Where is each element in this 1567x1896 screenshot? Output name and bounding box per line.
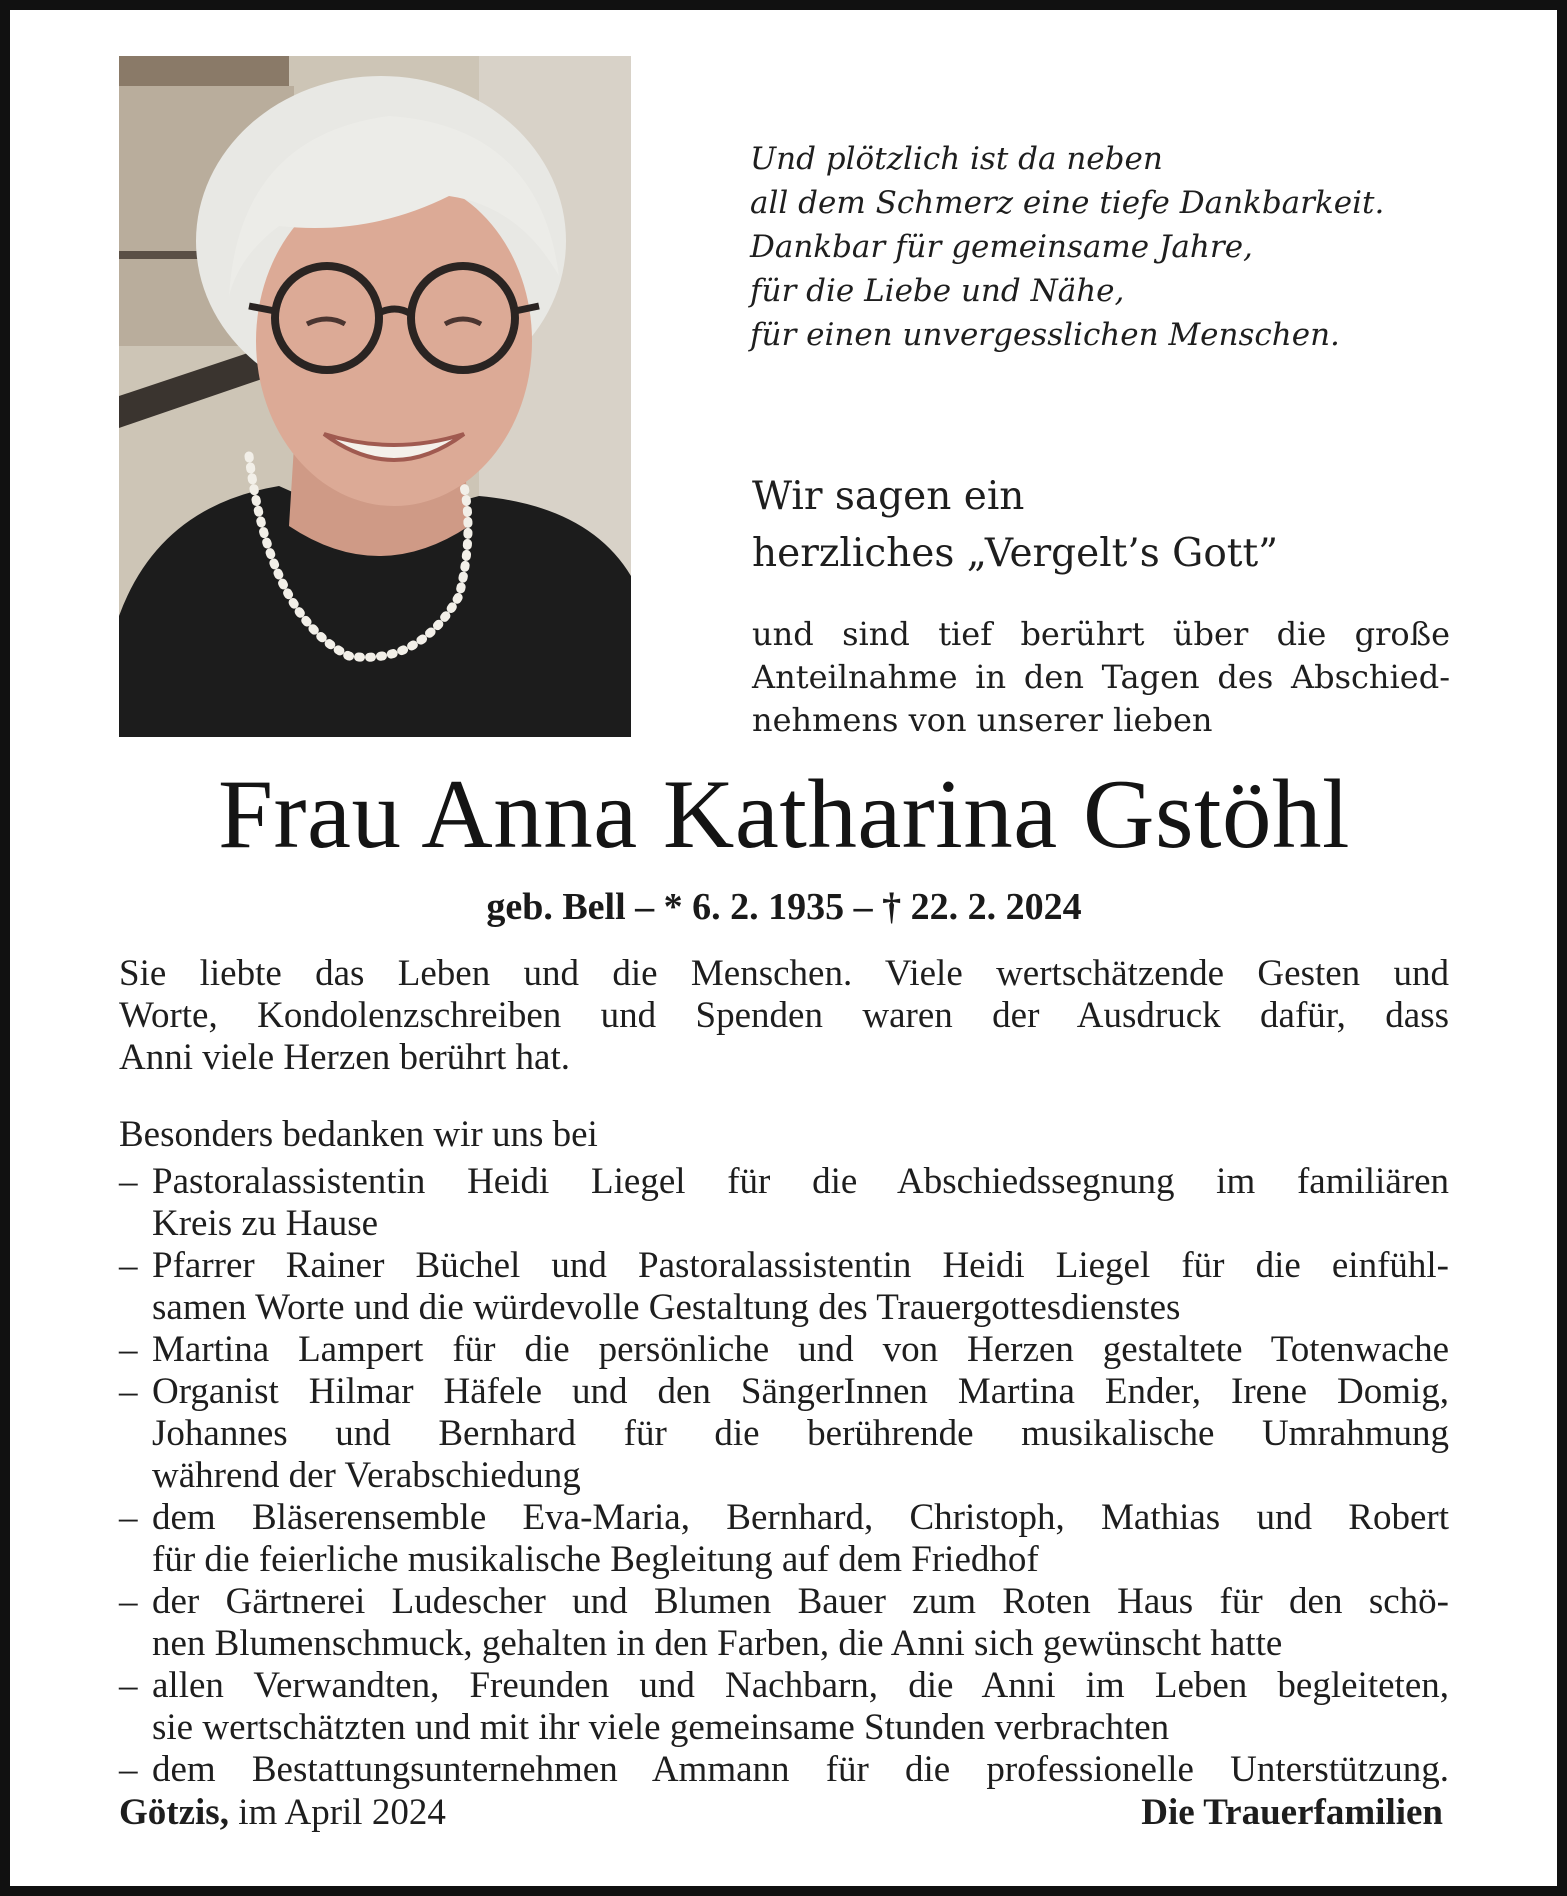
thanks-line: Wir sagen ein [752, 474, 1025, 519]
dash-bullet: – [119, 1665, 138, 1706]
touched-paragraph [752, 613, 1450, 742]
body-line: Worte, Kondolenzschreiben und Spenden waren der Ausdruck dafür, dass [119, 995, 1449, 1036]
list-item [119, 1665, 1449, 1749]
dash-bullet: – [119, 1497, 138, 1538]
touched-line: Anteilnahme in den Tagen des Abschied- [752, 658, 1450, 696]
place-date [119, 1791, 446, 1835]
poem-line: Dankbar für gemeinsame Jahre, [750, 229, 1253, 265]
list-intro: Besonders bedanken wir uns bei [119, 1114, 598, 1155]
deceased-name: Frau Anna Katharina Gstöhl [217, 760, 1351, 869]
dash-bullet: – [119, 1161, 138, 1202]
signature: Die Trauerfamilien [1141, 1792, 1443, 1833]
life-dates: geb. Bell – * 6. 2. 1935 – † 22. 2. 2024 [486, 886, 1082, 928]
place: Götzis, [119, 1792, 229, 1833]
list-item-line: allen Verwandten, Freunden und Nachbarn, die Anni im Leben begleiteten, [152, 1665, 1449, 1706]
poem-line: für einen unvergesslichen Menschen. [750, 317, 1340, 353]
dash-bullet: – [119, 1371, 138, 1412]
list-item-line: für die feierliche musikalische Begleitung auf dem Friedhof [152, 1539, 1039, 1580]
thanks-line: herzliches „Vergelt’s Gott” [752, 531, 1279, 576]
list-item [119, 1245, 1449, 1329]
body-line: Anni viele Herzen berührt hat. [119, 1037, 571, 1078]
list-item [119, 1749, 1449, 1791]
thanks-heading [752, 468, 1278, 582]
dash-bullet: – [119, 1329, 138, 1370]
list-item [119, 1329, 1449, 1371]
list-item-line: der Gärtnerei Ludescher und Blumen Bauer zum Roten Haus für den schö- [152, 1581, 1449, 1622]
body-paragraph [119, 953, 1449, 1079]
list-item [119, 1371, 1449, 1497]
poem-line: Und plötzlich ist da neben [750, 141, 1163, 177]
dash-bullet: – [119, 1749, 138, 1790]
list-item-line: Pfarrer Rainer Büchel und Pastoralassistentin Heidi Liegel für die einfühl- [152, 1245, 1449, 1286]
poem-line: für die Liebe und Nähe, [750, 273, 1125, 309]
touched-line: nehmens von unserer lieben [752, 701, 1213, 739]
list-item [119, 1161, 1449, 1245]
list-item-line: nen Blumenschmuck, gehalten in den Farben, die Anni sich gewünscht hatte [152, 1623, 1283, 1664]
touched-line: und sind tief berührt über die große [752, 615, 1450, 653]
poem [750, 137, 1470, 357]
date: im April 2024 [238, 1792, 446, 1833]
body-line: Sie liebte das Leben und die Menschen. Viele wertschätzende Gesten und [119, 953, 1449, 994]
list-item [119, 1497, 1449, 1581]
list-item-line: Organist Hilmar Häfele und den SängerInnen Martina Ender, Irene Domig, [152, 1371, 1449, 1412]
list-item-line: Kreis zu Hause [152, 1203, 379, 1244]
list-item-line: dem Bläserensemble Eva-Maria, Bernhard, Christoph, Mathias und Robert [152, 1497, 1449, 1538]
list-item-line: sie wertschätzten und mit ihr viele gemeinsame Stunden verbrachten [152, 1707, 1170, 1748]
list-item-line: Johannes und Bernhard für die berührende musikalische Umrahmung [152, 1413, 1449, 1454]
thanks-list [119, 1161, 1449, 1791]
list-item-line: samen Worte und die würdevolle Gestaltung des Trauergottesdienstes [152, 1287, 1181, 1328]
dash-bullet: – [119, 1581, 138, 1622]
dash-bullet: – [119, 1245, 138, 1286]
list-item [119, 1581, 1449, 1665]
poem-line: all dem Schmerz eine tiefe Dankbarkeit. [750, 185, 1385, 221]
list-item-line: dem Bestattungsunternehmen Ammann für die professionelle Unterstützung. [152, 1749, 1449, 1790]
list-item-line: Martina Lampert für die persönliche und von Herzen gestaltete Totenwache [152, 1329, 1449, 1370]
portrait-photo [119, 56, 631, 737]
list-item-line: Pastoralassistentin Heidi Liegel für die Abschiedssegnung im familiären [152, 1161, 1449, 1202]
list-item-line: während der Verabschiedung [152, 1455, 581, 1496]
